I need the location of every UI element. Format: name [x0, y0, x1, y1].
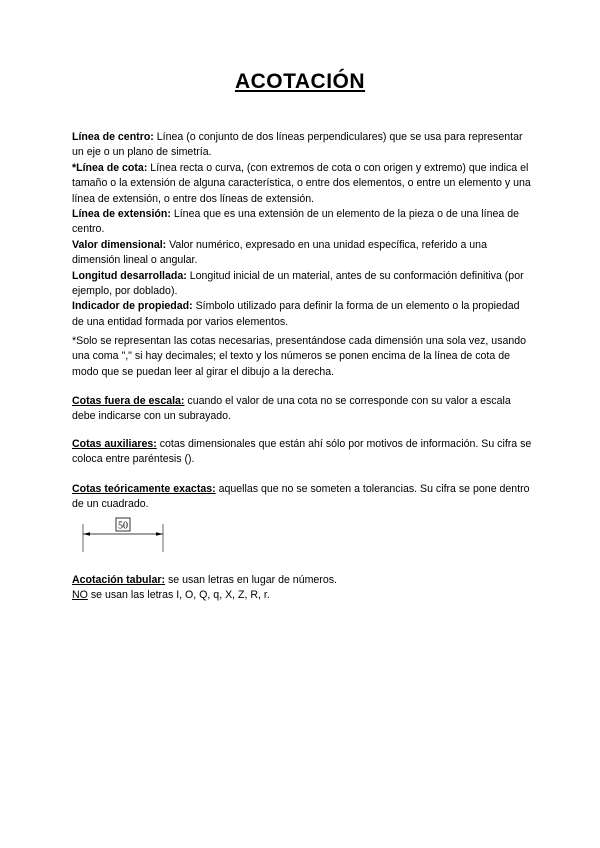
definition-indicador [72, 299, 532, 330]
term-valor-dimensional: Valor dimensional: [72, 238, 167, 251]
page-title: ACOTACIÓN [234, 70, 366, 93]
def-tabular: se usan letras en lugar de números. [165, 574, 337, 586]
term-linea-cota: *Línea de cota: [72, 161, 148, 174]
term-longitud: Longitud desarrollada: [72, 269, 187, 282]
definition-longitud [72, 269, 532, 300]
def-linea-cota: Línea recta o curva, (con extremos de cota o con origen y extremo) que indica el tamaño o la extensión de alguna característica, o entre dos elementos, o entre un elemento y una línea de extensión, o entre dos líneas de extensión. [72, 161, 531, 205]
term-indicador: Indicador de propiedad: [72, 300, 193, 313]
definition-valor [72, 238, 532, 269]
term-auxiliares: Cotas auxiliares: [72, 438, 157, 450]
def-no-letters: se usan las letras I, O, Q, q, X, Z, R, r. [87, 589, 270, 602]
term-teoricas: Cotas teóricamente exactas: [72, 483, 216, 495]
cotas-auxiliares [72, 437, 532, 468]
def-indicador: Símbolo utilizado para definir la forma de un elemento o la propiedad de una entidad formada por varios elementos. [72, 300, 520, 328]
term-no: NO [72, 589, 88, 602]
tabular-block [72, 573, 532, 604]
def-linea-extension: Línea que es una extensión de un elemento de la pieza o de una línea de centro. [72, 208, 520, 236]
dimension-value: 50 [118, 520, 128, 532]
cotas-teoricas [72, 482, 532, 513]
arrow-left-icon [83, 532, 90, 535]
def-auxiliares: cotas dimensionales que están ahí sólo por motivos de información. Su cifra se coloca entre paréntesis (). [72, 438, 532, 466]
definition-cota [72, 161, 532, 207]
term-fuera-escala: Cotas fuera de escala: [72, 395, 185, 407]
term-linea-extension: Línea de extensión: [72, 208, 171, 221]
definition-centro [72, 130, 532, 161]
def-valor-dimensional: Valor numérico, expresado en una unidad específica, referido a una dimensión lineal o angular. [72, 238, 487, 267]
definitions-block [72, 130, 532, 330]
cotas-fuera-escala [72, 394, 532, 425]
def-longitud: Longitud inicial de un material, antes de su conformación definitiva (por ejemplo, por doblado). [72, 269, 524, 298]
term-linea-centro: Línea de centro: [72, 131, 154, 143]
definition-extension [72, 207, 532, 238]
term-tabular: Acotación tabular: [72, 574, 166, 586]
no-letters-line [72, 588, 532, 603]
note-paragraph: *Solo se representan las cotas necesarias, presentándose cada dimensión una sola vez, usando una coma "," si hay decimales; el texto y los números se ponen encima de la línea de cota de modo que se puedan leer al girar el dibujo a la derecha. [72, 335, 527, 378]
def-fuera-escala: cuando el valor de una cota no se corresponde con su valor a escala debe indicarse con un subrayado. [72, 395, 511, 423]
def-linea-centro: Línea (o conjunto de dos líneas perpendiculares) que se usa para representar un eje o un plano de simetría. [72, 131, 523, 159]
dimension-example-drawing [80, 514, 170, 554]
acotacion-tabular [72, 573, 532, 588]
arrow-right-icon [156, 532, 163, 535]
def-teoricas: aquellas que no se someten a tolerancias. Su cifra se pone dentro de un cuadrado. [72, 483, 530, 511]
